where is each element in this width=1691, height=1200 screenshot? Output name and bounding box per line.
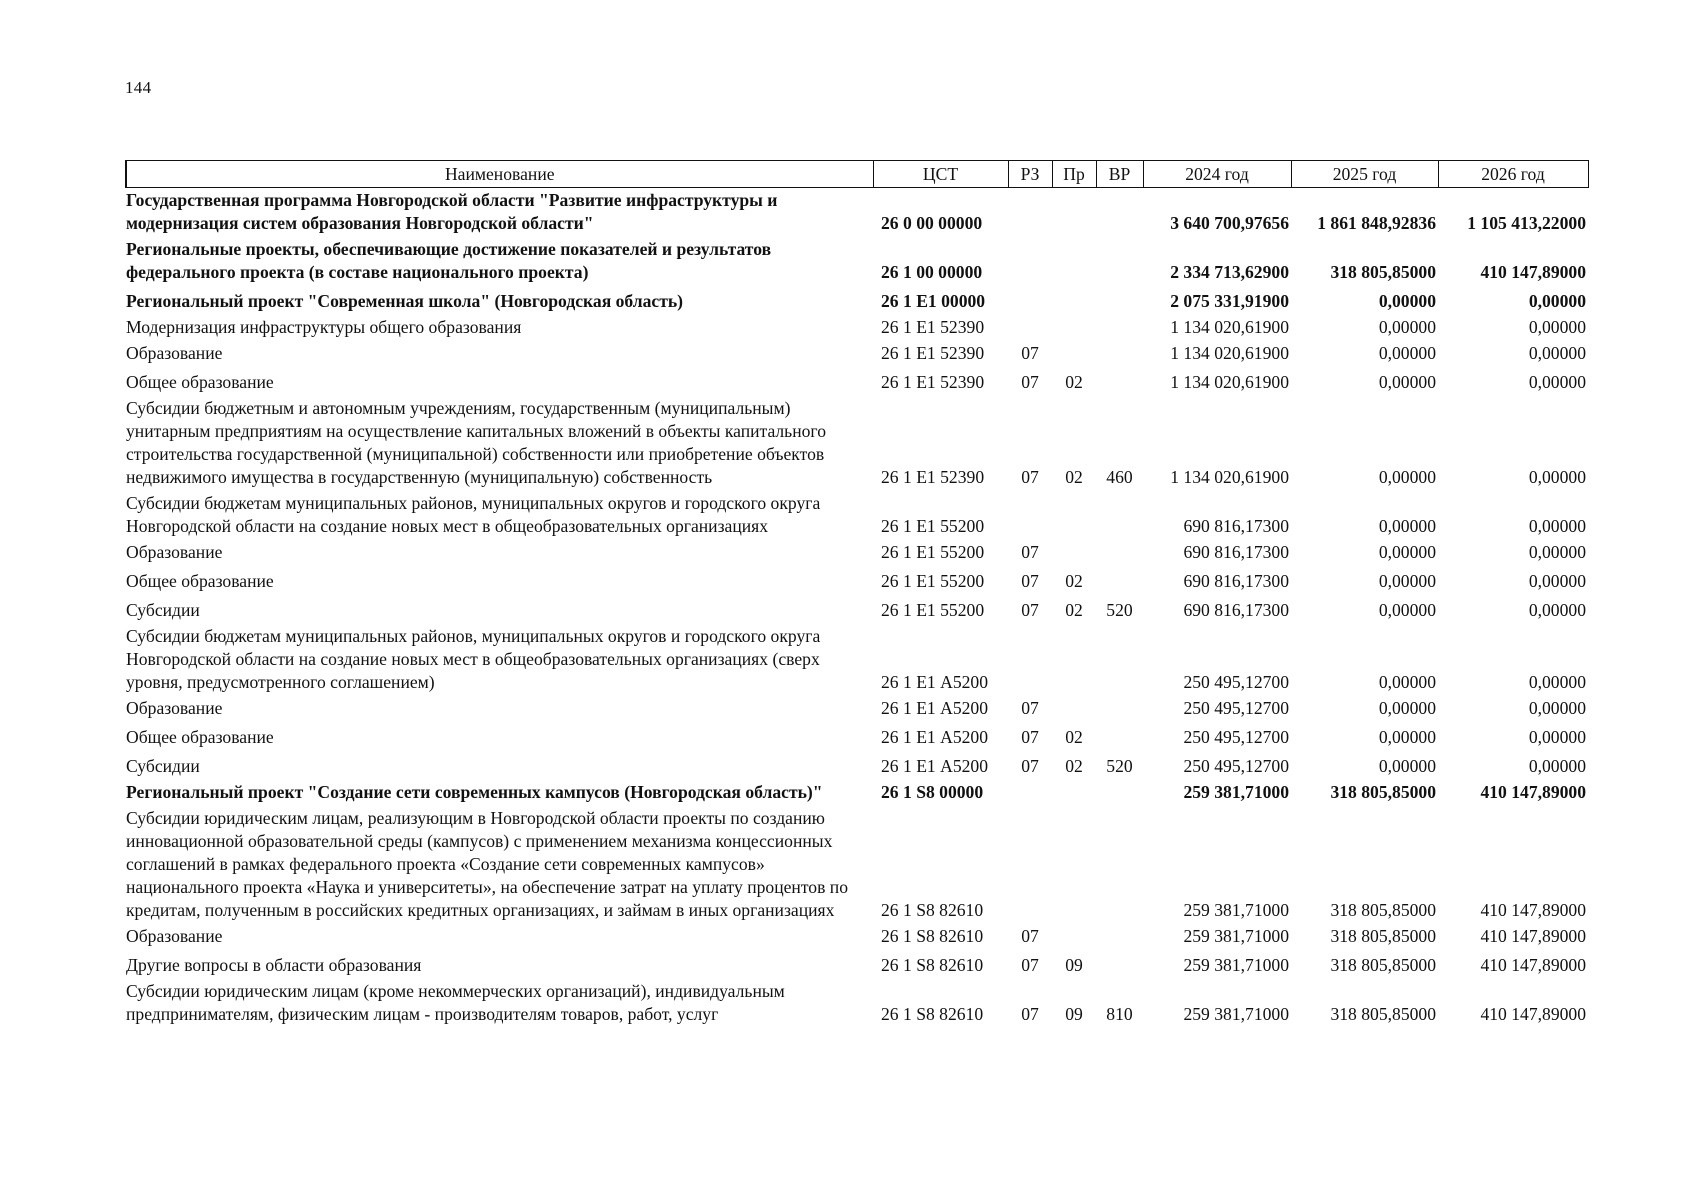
cell-cst: 26 1 S8 82610	[881, 955, 984, 975]
cell-cst: 26 1 Е1 55200	[881, 571, 985, 591]
cell-2026: 0,00000	[1528, 727, 1586, 747]
page-number: 144	[125, 78, 152, 97]
cell-2026: 0,00000	[1528, 600, 1586, 620]
cell-2025: 318 805,85000	[1330, 782, 1436, 802]
column-header-pr: Пр	[1052, 161, 1096, 188]
table-row	[126, 566, 1588, 595]
cell-pr	[1052, 924, 1096, 950]
cell-2025: 318 805,85000	[1330, 1004, 1436, 1024]
cell-cst: 26 1 Е1 00000	[881, 291, 986, 311]
cell-2024: 690 816,17300	[1183, 571, 1289, 591]
table-row	[126, 979, 1588, 1028]
cell-vr	[1096, 806, 1143, 924]
cell-2025: 0,00000	[1378, 571, 1436, 591]
cell-2024: 259 381,71000	[1183, 955, 1289, 975]
cell-name: Региональный проект "Создание сети современных кампусов (Новгородская область)"	[126, 782, 823, 802]
cell-rz: 07	[1021, 467, 1039, 487]
cell-cst: 26 1 Е1 А5200	[881, 756, 989, 776]
cell-2025: 0,00000	[1378, 467, 1436, 487]
cell-pr	[1052, 188, 1096, 238]
cell-vr	[1096, 540, 1143, 566]
cell-pr: 02	[1065, 727, 1083, 747]
cell-rz	[1008, 491, 1052, 540]
cell-rz: 07	[1021, 698, 1039, 718]
table-row	[126, 367, 1588, 396]
cell-pr: 02	[1065, 600, 1083, 620]
cell-vr	[1096, 722, 1143, 751]
cell-name: Общее образование	[126, 571, 274, 591]
cell-2025: 0,00000	[1378, 600, 1436, 620]
column-header-cst: ЦСТ	[873, 161, 1008, 188]
cell-rz	[1008, 624, 1052, 696]
cell-2026: 410 147,89000	[1480, 926, 1586, 946]
table-row	[126, 540, 1588, 566]
cell-name: Образование	[126, 698, 223, 718]
table-row	[126, 806, 1588, 924]
cell-2024: 1 134 020,61900	[1170, 317, 1289, 337]
cell-name: Субсидии	[126, 756, 200, 776]
cell-2026: 0,00000	[1528, 542, 1586, 562]
cell-2024: 1 134 020,61900	[1170, 343, 1289, 363]
cell-vr	[1096, 780, 1143, 806]
cell-2025: 318 805,85000	[1330, 955, 1436, 975]
cell-rz	[1008, 237, 1052, 286]
cell-2024: 250 495,12700	[1183, 672, 1289, 692]
table-row	[126, 188, 1588, 238]
cell-vr	[1096, 950, 1143, 979]
cell-2025: 0,00000	[1378, 291, 1436, 311]
cell-2024: 690 816,17300	[1183, 516, 1289, 536]
table-row	[126, 595, 1588, 624]
table-row	[126, 491, 1588, 540]
cell-rz: 07	[1021, 1004, 1039, 1024]
column-header-2026: 2026 год	[1438, 161, 1588, 188]
cell-2025: 0,00000	[1378, 727, 1436, 747]
table-row	[126, 396, 1588, 491]
cell-2025: 0,00000	[1378, 698, 1436, 718]
column-header-2024: 2024 год	[1143, 161, 1291, 188]
cell-cst: 26 1 Е1 А5200	[881, 672, 989, 692]
budget-table	[125, 160, 1589, 1028]
cell-2025: 0,00000	[1378, 756, 1436, 776]
cell-2026: 410 147,89000	[1480, 262, 1586, 282]
cell-name: Субсидии бюджетным и автономным учреждениям, государственным (муниципальным) унитарным предприятиям на осуществление капитальных вложений в объекты капитального строительства государственной (муниципальной) собственности или приобретение объектов недвижимого имущества в государственную (муниципальную) собственность	[126, 398, 826, 487]
cell-2026: 1 105 413,22000	[1467, 213, 1586, 233]
table-row	[126, 624, 1588, 696]
cell-rz	[1008, 780, 1052, 806]
cell-cst: 26 1 Е1 52390	[881, 317, 985, 337]
cell-rz: 07	[1021, 756, 1039, 776]
cell-2024: 250 495,12700	[1183, 727, 1289, 747]
cell-vr	[1096, 566, 1143, 595]
cell-2024: 259 381,71000	[1183, 926, 1289, 946]
cell-2026: 0,00000	[1528, 571, 1586, 591]
cell-2026: 410 147,89000	[1480, 782, 1586, 802]
cell-name: Субсидии бюджетам муниципальных районов, муниципальных округов и городского округа Новгородской области на создание новых мест в общеобразовательных организациях	[126, 493, 821, 536]
cell-rz	[1008, 188, 1052, 238]
cell-rz: 07	[1021, 600, 1039, 620]
cell-2025: 0,00000	[1378, 542, 1436, 562]
cell-2026: 0,00000	[1528, 516, 1586, 536]
cell-cst: 26 1 S8 82610	[881, 1004, 984, 1024]
cell-name: Модернизация инфраструктуры общего образования	[126, 317, 522, 337]
cell-rz	[1008, 286, 1052, 315]
cell-cst: 26 1 Е1 А5200	[881, 698, 989, 718]
table-row	[126, 341, 1588, 367]
cell-name: Образование	[126, 926, 223, 946]
cell-name: Другие вопросы в области образования	[126, 955, 422, 975]
cell-2026: 410 147,89000	[1480, 1004, 1586, 1024]
cell-rz: 07	[1021, 571, 1039, 591]
cell-cst: 26 1 S8 00000	[881, 782, 984, 802]
cell-2024: 259 381,71000	[1183, 1004, 1289, 1024]
cell-pr	[1052, 624, 1096, 696]
cell-name: Субсидии бюджетам муниципальных районов, муниципальных округов и городского округа Новгородской области на создание новых мест в общеобразовательных организациях (сверх уровня, предусмотренного соглашением)	[126, 626, 821, 692]
cell-2024: 3 640 700,97656	[1170, 213, 1289, 233]
cell-2026: 0,00000	[1528, 698, 1586, 718]
cell-pr	[1052, 696, 1096, 722]
cell-2026: 0,00000	[1528, 756, 1586, 776]
cell-vr	[1096, 491, 1143, 540]
cell-pr	[1052, 286, 1096, 315]
cell-2024: 259 381,71000	[1183, 900, 1289, 920]
cell-rz	[1008, 315, 1052, 341]
table-body	[126, 188, 1588, 1029]
cell-2024: 690 816,17300	[1183, 600, 1289, 620]
cell-pr: 09	[1065, 955, 1083, 975]
cell-2024: 1 134 020,61900	[1170, 467, 1289, 487]
cell-2024: 250 495,12700	[1183, 698, 1289, 718]
cell-name: Общее образование	[126, 727, 274, 747]
cell-vr: 520	[1106, 600, 1133, 620]
cell-2025: 1 861 848,92836	[1317, 213, 1436, 233]
cell-2026: 0,00000	[1528, 467, 1586, 487]
cell-pr: 02	[1065, 571, 1083, 591]
cell-name: Региональные проекты, обеспечивающие достижение показателей и результатов федерального проекта (в составе национального проекта)	[126, 239, 772, 282]
cell-vr	[1096, 237, 1143, 286]
cell-vr	[1096, 367, 1143, 396]
cell-pr	[1052, 237, 1096, 286]
cell-vr	[1096, 188, 1143, 238]
table-row	[126, 751, 1588, 780]
cell-cst: 26 1 Е1 55200	[881, 516, 985, 536]
cell-vr	[1096, 315, 1143, 341]
cell-vr	[1096, 286, 1143, 315]
cell-rz: 07	[1021, 926, 1039, 946]
cell-2024: 250 495,12700	[1183, 756, 1289, 776]
cell-vr	[1096, 924, 1143, 950]
cell-2024: 690 816,17300	[1183, 542, 1289, 562]
cell-rz: 07	[1021, 343, 1039, 363]
cell-2024: 259 381,71000	[1183, 782, 1289, 802]
cell-rz: 07	[1021, 372, 1039, 392]
cell-vr: 460	[1106, 467, 1133, 487]
column-header-2025: 2025 год	[1291, 161, 1438, 188]
cell-name: Субсидии юридическим лицам, реализующим в Новгородской области проекты по созданию инновационной образовательной среды (кампусов) с применением механизма концессионных соглашений в рамках федерального проекта «Создание сети современных кампусов» национального проекта «Наука и университеты», на обеспечение затрат на уплату процентов по кредитам, полученным в российских кредитных организациях, и займам в иных организациях	[126, 808, 849, 920]
cell-name: Региональный проект "Современная школа" (Новгородская область)	[126, 291, 684, 311]
cell-vr	[1096, 624, 1143, 696]
cell-vr	[1096, 696, 1143, 722]
cell-pr	[1052, 341, 1096, 367]
cell-rz: 07	[1021, 727, 1039, 747]
cell-2026: 0,00000	[1528, 672, 1586, 692]
table-row	[126, 924, 1588, 950]
cell-pr: 02	[1065, 756, 1083, 776]
cell-2025: 318 805,85000	[1330, 900, 1436, 920]
cell-pr	[1052, 491, 1096, 540]
cell-name: Субсидии юридическим лицам (кроме некоммерческих организаций), индивидуальным предпринимателям, физическим лицам - производителям товаров, работ, услуг	[126, 981, 785, 1024]
cell-2025: 318 805,85000	[1330, 926, 1436, 946]
cell-2025: 0,00000	[1378, 343, 1436, 363]
cell-cst: 26 0 00 00000	[881, 213, 983, 233]
cell-pr	[1052, 806, 1096, 924]
cell-2025: 0,00000	[1378, 317, 1436, 337]
cell-2025: 0,00000	[1378, 516, 1436, 536]
cell-cst: 26 1 Е1 А5200	[881, 727, 989, 747]
cell-cst: 26 1 Е1 52390	[881, 467, 985, 487]
cell-2026: 0,00000	[1528, 343, 1586, 363]
cell-pr: 02	[1065, 467, 1083, 487]
table-row	[126, 237, 1588, 286]
cell-pr	[1052, 780, 1096, 806]
cell-name: Государственная программа Новгородской области "Развитие инфраструктуры и модернизация систем образования Новгородской области"	[126, 190, 778, 233]
cell-2026: 410 147,89000	[1480, 900, 1586, 920]
column-header-name: Наименование	[126, 161, 873, 188]
cell-rz	[1008, 806, 1052, 924]
column-header-vr: ВР	[1096, 161, 1143, 188]
cell-rz: 07	[1021, 542, 1039, 562]
table-row	[126, 950, 1588, 979]
cell-cst: 26 1 Е1 52390	[881, 372, 985, 392]
cell-2026: 410 147,89000	[1480, 955, 1586, 975]
table-row	[126, 315, 1588, 341]
cell-cst: 26 1 Е1 52390	[881, 343, 985, 363]
cell-cst: 26 1 S8 82610	[881, 900, 984, 920]
cell-name: Общее образование	[126, 372, 274, 392]
cell-name: Субсидии	[126, 600, 200, 620]
cell-2025: 0,00000	[1378, 672, 1436, 692]
cell-2026: 0,00000	[1528, 372, 1586, 392]
cell-pr	[1052, 540, 1096, 566]
table-row	[126, 780, 1588, 806]
cell-cst: 26 1 Е1 55200	[881, 600, 985, 620]
cell-pr: 09	[1065, 1004, 1083, 1024]
cell-name: Образование	[126, 542, 223, 562]
cell-2024: 2 075 331,91900	[1170, 291, 1289, 311]
cell-rz: 07	[1021, 955, 1039, 975]
cell-cst: 26 1 S8 82610	[881, 926, 984, 946]
cell-pr	[1052, 315, 1096, 341]
cell-vr	[1096, 341, 1143, 367]
cell-pr: 02	[1065, 372, 1083, 392]
cell-name: Образование	[126, 343, 223, 363]
cell-2025: 318 805,85000	[1330, 262, 1436, 282]
table-row	[126, 286, 1588, 315]
table-header	[126, 161, 1588, 188]
cell-2026: 0,00000	[1528, 291, 1586, 311]
table-row	[126, 722, 1588, 751]
table-row	[126, 696, 1588, 722]
cell-vr: 810	[1106, 1004, 1133, 1024]
cell-2026: 0,00000	[1528, 317, 1586, 337]
cell-2025: 0,00000	[1378, 372, 1436, 392]
column-header-rz: РЗ	[1008, 161, 1052, 188]
cell-2024: 2 334 713,62900	[1170, 262, 1289, 282]
cell-2024: 1 134 020,61900	[1170, 372, 1289, 392]
cell-vr: 520	[1106, 756, 1133, 776]
cell-cst: 26 1 00 00000	[881, 262, 983, 282]
cell-cst: 26 1 Е1 55200	[881, 542, 985, 562]
